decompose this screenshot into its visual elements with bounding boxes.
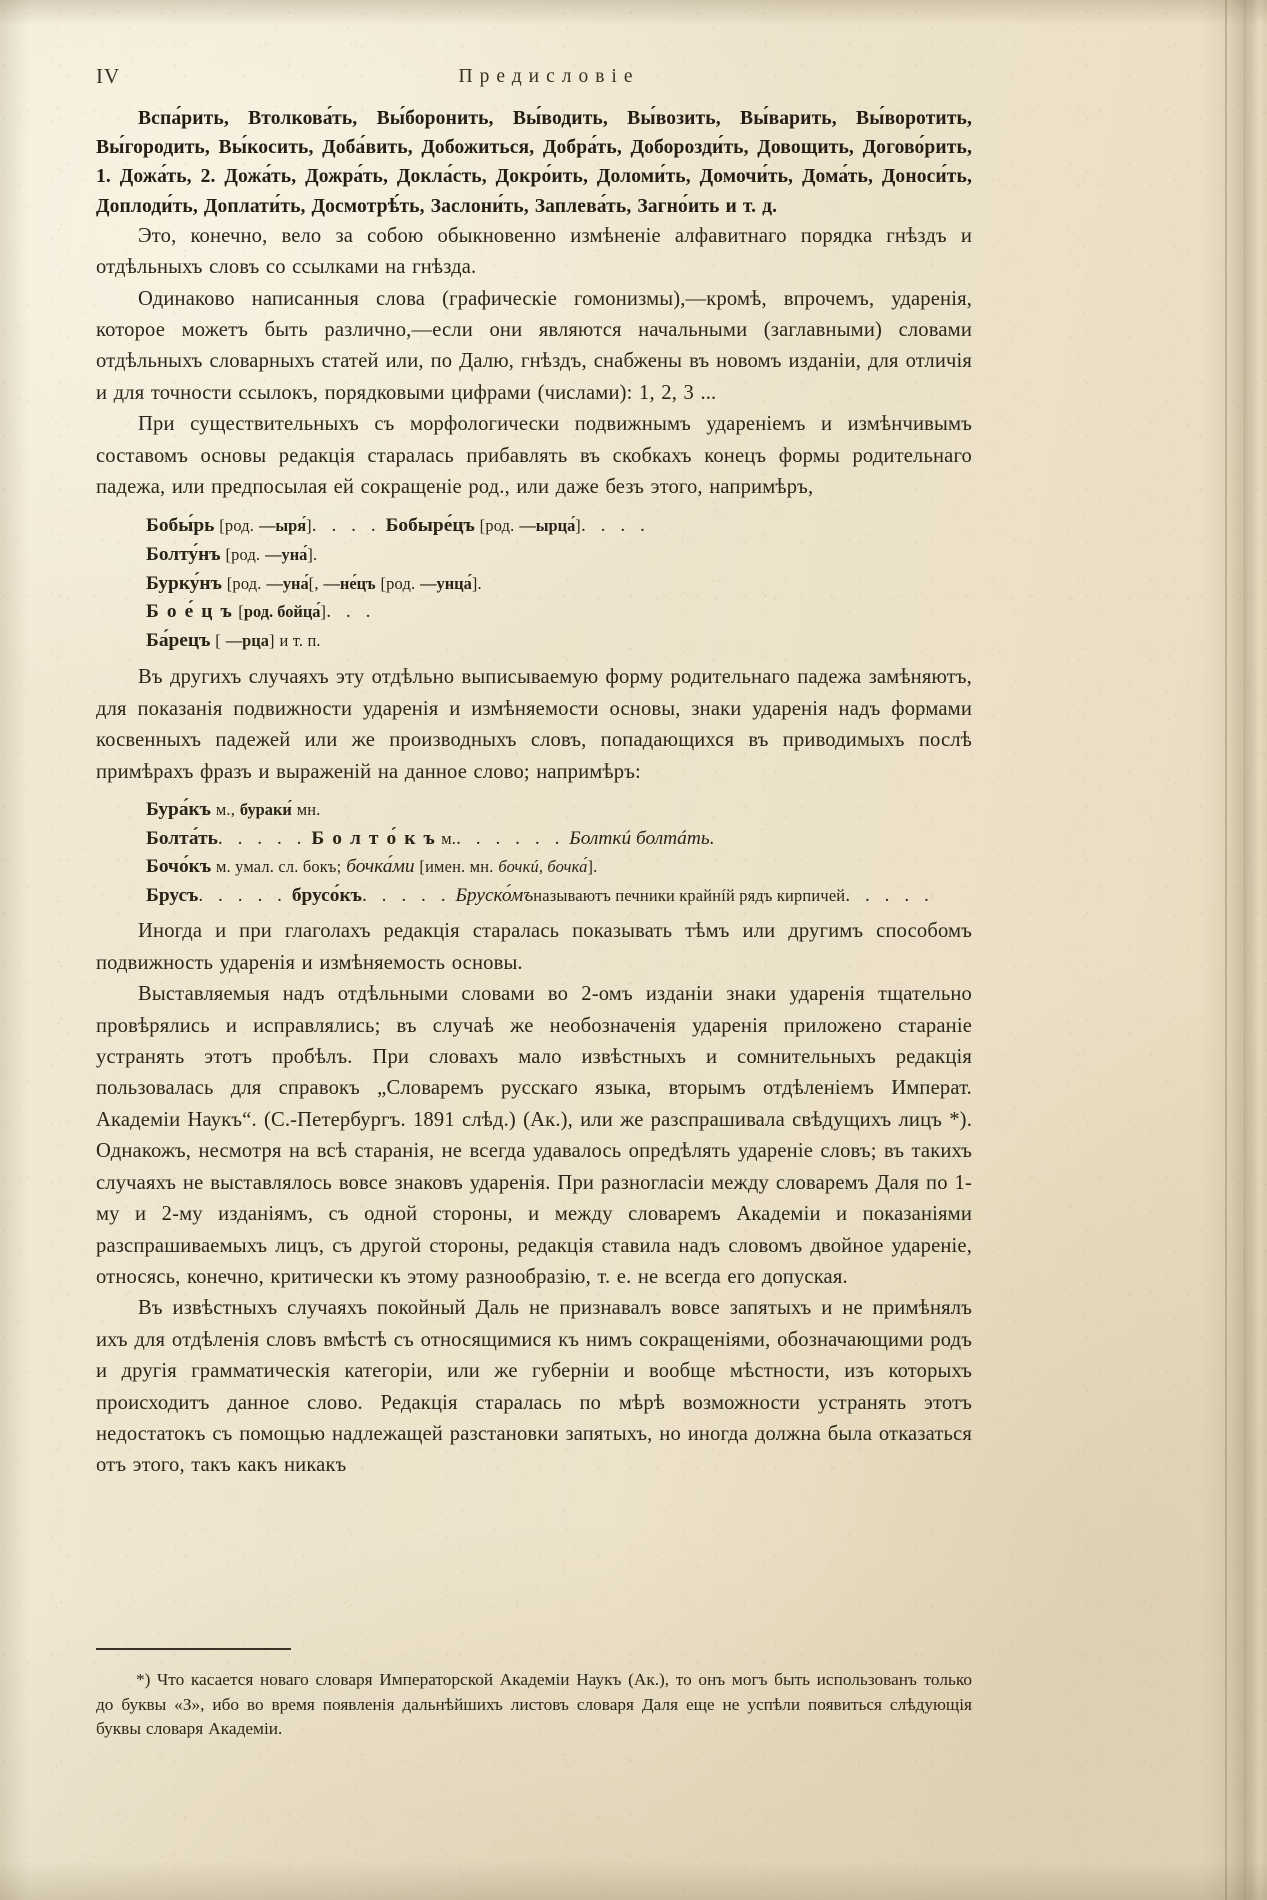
gloss-abbrev-second: род. (485, 516, 515, 536)
leader-dots-second: . . . . . (361, 884, 451, 906)
bracket-close-second: ] (575, 516, 581, 536)
case-abbrev: имен. мн. (425, 857, 494, 877)
gloss-abbrev: м. умал. сл. бокъ; (215, 857, 342, 877)
leader-dots: . . . . . (198, 884, 287, 906)
paragraph-other-cases: Въ другихъ случаяхъ эту отдѣльно выписываемую форму родительнаго падежа замѣняютъ, для показанія подвижности ударенія и измѣняемости основы, знаки ударенія надъ формами косвенныхъ падежей или же производныхъ словъ, попадающихся въ приводимыхъ послѣ примѣрахъ фразъ и выраженій на данное слово; напримѣръ: (96, 666, 972, 783)
bracket-close: ] (320, 602, 327, 622)
footnote-separator-rule (96, 1648, 291, 1650)
headword: Бурку́нъ (146, 572, 222, 594)
bracket-open-second: [ (479, 516, 486, 536)
gender-abbrev: м. (441, 828, 457, 848)
page-gutter-shadow (1201, 0, 1267, 1900)
headword-second: Бобыре́цъ (385, 515, 475, 537)
footnote-area (96, 1648, 972, 1742)
running-head (96, 58, 972, 98)
paragraph-commas: Въ извѣстныхъ случаяхъ покойный Даль не признавалъ вовсе запятыхъ и не примѣнялъ ихъ для отдѣленія словъ вмѣстѣ съ относящимися къ нимъ сокращеніями, обозначающими родъ и другія грамматическія категоріи, или же губерніи и вообще мѣстности, изъ которыхъ происходитъ данное слово. Редакція старалась по мѣрѣ возможности устранять этотъ недостатокъ съ помощью надлежащей разстановки запятыхъ, но иногда должна была отказаться отъ этого, такъ какъ никакъ (96, 1297, 972, 1477)
page-edge-line (1225, 0, 1227, 1900)
headword: Бура́къ (146, 799, 211, 821)
headword-second: брусо́къ (291, 884, 362, 906)
example-line-brus (146, 882, 972, 911)
leader-dots: . . . (326, 601, 376, 623)
running-title: Предисловіе (458, 66, 640, 87)
headword-list: Вспа́рить, Втолкова́ть, Вы́боронить, Вы́водить, Вы́возить, Вы́варить, Вы́воротить, Вы́городить, Вы́косить, Доба́вить, Добожиться, Добра́ть, Доборозди́ть, Довощить, Догово́рить, 1. Дожа́ть, 2. Дожа́ть, Дожра́ть, Докла́сть, Докро́ить, Доломи́ть, Домочи́ть, Дома́ть, Доноси́ть, Доплоди́ть, Доплати́ть, Досмотрѣ́ть, Заслони́ть, Заплева́ть, Загно́ить и т. д. (96, 108, 972, 217)
example-line-burkun (146, 570, 972, 599)
bracket-open: [ (226, 573, 233, 593)
gloss-abbrev: род. (232, 573, 262, 593)
bracket-close: ]. (307, 545, 318, 565)
page-text-block (96, 58, 972, 1482)
example-line-boec (146, 598, 972, 627)
footnote-text: *) Что касается новаго словаря Императорской Академіи Наукъ (Ак.), то онъ могъ быть использованъ только до буквы «З», ибо во время появленія дальнѣйшихъ листовъ словаря Даля еще не успѣли появиться слѣдующія буквы словаря Академіи. (96, 1670, 972, 1739)
headword-second: Б о л т о́ к ъ (311, 827, 437, 849)
gloss-abbrev: род. (231, 545, 261, 565)
gloss-abbrev-second: род. (386, 573, 416, 593)
example-line-burak (146, 796, 972, 825)
headword: Ба́рецъ (146, 629, 211, 651)
usage-example-second: бочкú, бочка́ (498, 857, 588, 877)
paragraph-homonyms: Одинаково написанныя слова (графическіе гомонизмы),—кромѣ, впрочемъ, ударенія, которое можетъ быть различно,—если они являются начальными (заглавными) словами отдѣльныхъ словарныхъ статей или, по Далю, гнѣздъ, снабжены въ новомъ изданіи, для отличія и для точности ссылокъ, порядковыми цифрами (числами): 1, 2, 3 ... (96, 287, 972, 404)
usage-example: Болткú болтáть. (569, 827, 715, 849)
bracket-open: [ (219, 516, 225, 536)
paragraph-verbs: Иногда и при глаголахъ редакція старалась показывать тѣмъ или другимъ способомъ подвижность ударенія и измѣняемость основы. (96, 920, 972, 974)
leader-dots-second: . . . . (580, 515, 650, 537)
headword: Б о е́ ц ъ (146, 601, 234, 623)
example-line-boltat (146, 825, 972, 854)
headword: Болта́ть (146, 827, 218, 849)
example-line-boltun (146, 541, 972, 570)
page-edge-line-secondary (1244, 0, 1245, 1900)
genitive-ending: —уна́ (265, 545, 308, 565)
bracket-open: [ (419, 857, 426, 877)
gloss-abbrev: род. (224, 516, 255, 536)
paragraph-accents-checked: Выставляемыя надъ отдѣльными словами во 2-омъ изданіи знаки ударенія тщательно провѣрялись и исправлялись; въ случаѣ же необозначенія ударенія приложено стараніе устранять этотъ пробѣлъ. При словахъ мало извѣстныхъ и сомнительныхъ редакція пользовалась для справокъ „Словаремъ русскаго языка, вторымъ отдѣленіемъ Императ. Академіи Наукъ“. (С.-Петербургъ. 1891 слѣд.) (Ак.), или же разспрашивала свѣдущихъ лицъ *). Однакожъ, несмотря на всѣ старанія, не всегда удавалось опредѣлять удареніе словъ; въ такихъ случаяхъ не выставлялось вовсе знаковъ ударенія. При разногласіи между словаремъ Даля по 1-му и 2-му изданіямъ, съ одной стороны, и между словаремъ Академіи и показаніями разспрашиваемыхъ лицъ, съ другой стороны, редакція ставила надъ словомъ двойное удареніе, относясь, конечно, критически къ этому разнообразію, т. е. не всегда его допуская. (96, 983, 972, 1288)
leader-dots-second: . . . . . . (456, 827, 565, 849)
bracket-open: [ (215, 630, 221, 650)
headword: Бобы́рь (146, 515, 215, 537)
example-line-bochok (146, 853, 972, 882)
page-number: IV (96, 64, 121, 88)
leader-dots: . . . . (311, 515, 381, 537)
left-edge-shading (0, 0, 28, 1900)
genitive-ending: —уна́ (266, 573, 309, 593)
headword: Болту́нъ (146, 544, 221, 566)
leader-dots: . . . . . (217, 827, 307, 849)
genitive-ending: —ыря́ (258, 516, 307, 536)
paragraph-alphabetical-order: Это, конечно, вело за собою обыкновенно измѣненіе алфавитнаго порядка гнѣздъ и отдѣльныхъ словъ со ссылками на гнѣзда. (96, 224, 972, 279)
usage-sentence: называютъ печники крайнíй рядъ кирпичей (533, 885, 846, 905)
trailing-abbrev: и т. п. (279, 630, 321, 650)
dictionary-examples-block-2 (96, 796, 972, 910)
plural-abbrev: мн. (296, 800, 321, 820)
bracket-close: ]. (587, 857, 598, 877)
gloss-abbrev: род. бойца́ (243, 602, 321, 622)
bracket-open-second: [ (380, 573, 387, 593)
example-line-barec (146, 627, 972, 656)
genitive-ending: —рца (225, 630, 269, 650)
genitive-ending-second: —ырца́ (519, 516, 576, 536)
headword: Брусъ (146, 884, 199, 906)
bracket-close-second: ]. (471, 573, 482, 593)
plural-form: бураки́ (239, 800, 292, 820)
bottom-edge-shading (0, 1860, 1267, 1900)
secondary-ending: —не́цъ (323, 573, 376, 593)
bracket-close: ] (306, 516, 312, 536)
bracket-open: [ (225, 545, 232, 565)
usage-example: Бруско́мъ (455, 884, 534, 906)
genitive-ending-second: —унца́ (420, 573, 472, 593)
usage-example: бочка́ми (346, 856, 415, 878)
bracket-open: [ (238, 602, 244, 622)
bracket-close: ] (268, 630, 275, 650)
headword: Бочо́къ (146, 856, 212, 878)
leader-dots-third: . . . . . (845, 884, 934, 906)
dictionary-examples-block-1 (96, 512, 972, 655)
paragraph-nouns-genitive: При существительныхъ съ морфологически подвижнымъ удареніемъ и измѣнчивымъ составомъ основы редакція старалась прибавлять въ скобкахъ конецъ формы родительнаго падежа, или предпосылая ей сокращеніе род., или даже безъ этого, напримѣръ, (96, 413, 972, 499)
bracket-close: [, (308, 573, 319, 593)
gender-abbrev: м., (215, 800, 236, 820)
top-edge-shading (0, 0, 1267, 26)
example-line-bobyr (146, 512, 972, 541)
